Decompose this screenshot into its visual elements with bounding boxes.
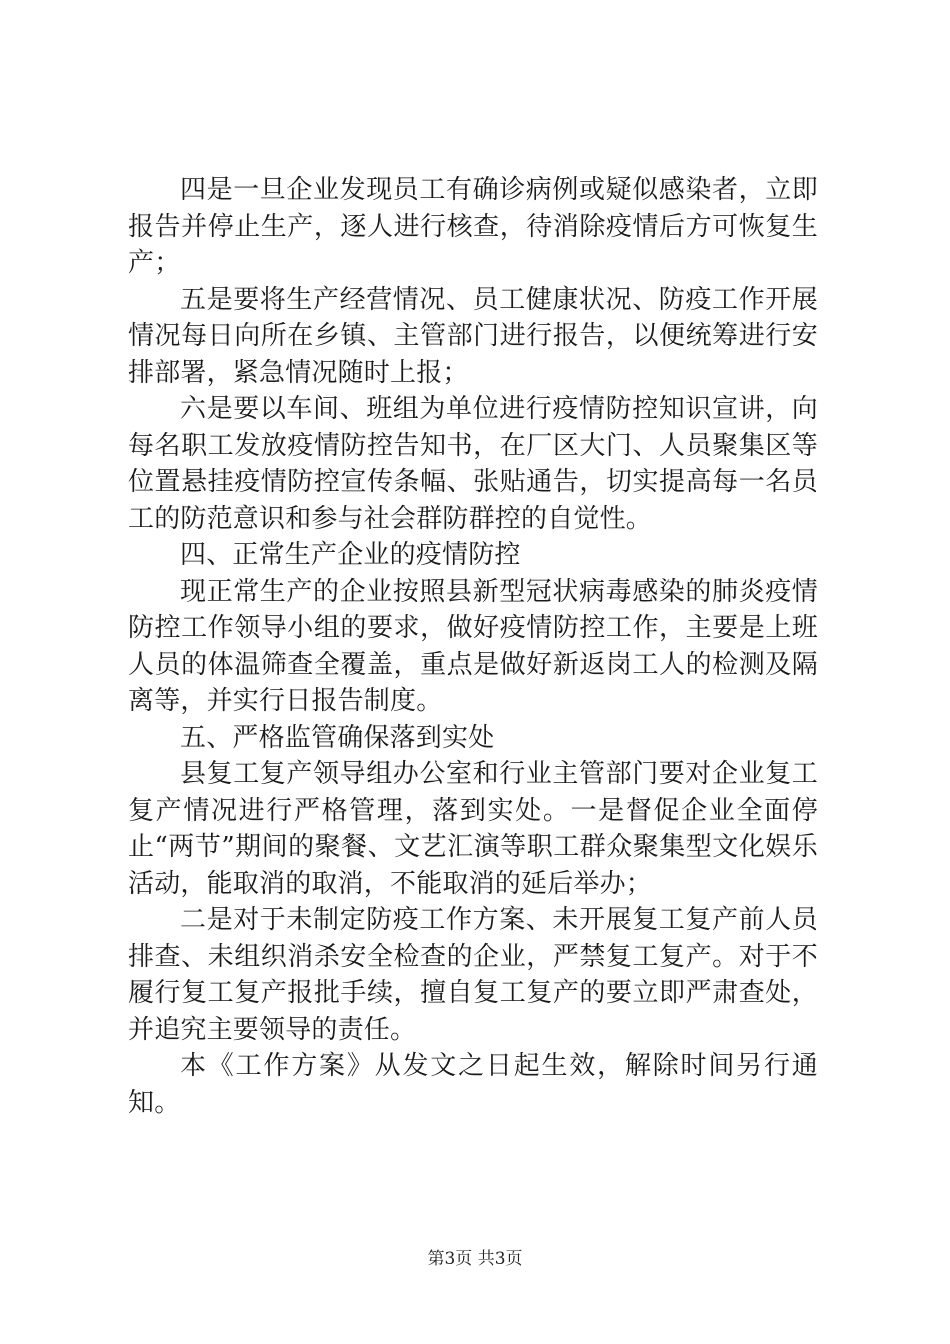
document-body <box>128 172 818 1121</box>
paragraph-item-5: 五是要将生产经营情况、员工健康状况、防疫工作开展情况每日向所在乡镇、主管部门进行报告，以便统筹进行安排部署，紧急情况随时上报； <box>128 284 818 388</box>
paragraph-item-6: 六是要以车间、班组为单位进行疫情防控知识宣讲，向每名职工发放疫情防控告知书，在厂区大门、人员聚集区等位置悬挂疫情防控宣传条幅、张贴通告，切实提高每一名员工的防范意识和参与社会群防群控的自觉性。 <box>128 394 818 534</box>
section-heading-4: 四、正常生产企业的疫情防控 <box>180 540 521 570</box>
paragraph-supervision-1: 县复工复产领导组办公室和行业主管部门要对企业复工复产情况进行严格管理，落到实处。一是督促企业全面停止“两节”期间的聚餐、文艺汇演等职工群众聚集型文化娱乐活动，能取消的取消，不能取消的延后举办； <box>128 759 818 899</box>
paragraph-item-4: 四是一旦企业发现员工有确诊病例或疑似感染者，立即报告并停止生产，逐人进行核查，待消除疫情后方可恢复生产； <box>128 175 818 278</box>
paragraph-effective-date: 本《工作方案》从发文之日起生效，解除时间另行通知。 <box>128 1051 818 1118</box>
paragraph-supervision-2: 二是对于未制定防疫工作方案、未开展复工复产前人员排查、未组织消杀安全检查的企业，严禁复工复产。对于不履行复工复产报批手续，擅自复工复产的要立即严肃查处，并追究主要领导的责任。 <box>128 905 818 1045</box>
paragraph-normal-production: 现正常生产的企业按照县新型冠状病毒感染的肺炎疫情防控工作领导小组的要求，做好疫情防控工作，主要是上班人员的体温筛查全覆盖，重点是做好新返岗工人的检测及隔离等，并实行日报告制度。 <box>128 576 818 716</box>
page-footer: 第3页 共3页 <box>427 1249 523 1269</box>
section-heading-5: 五、严格监管确保落到实处 <box>180 722 495 753</box>
